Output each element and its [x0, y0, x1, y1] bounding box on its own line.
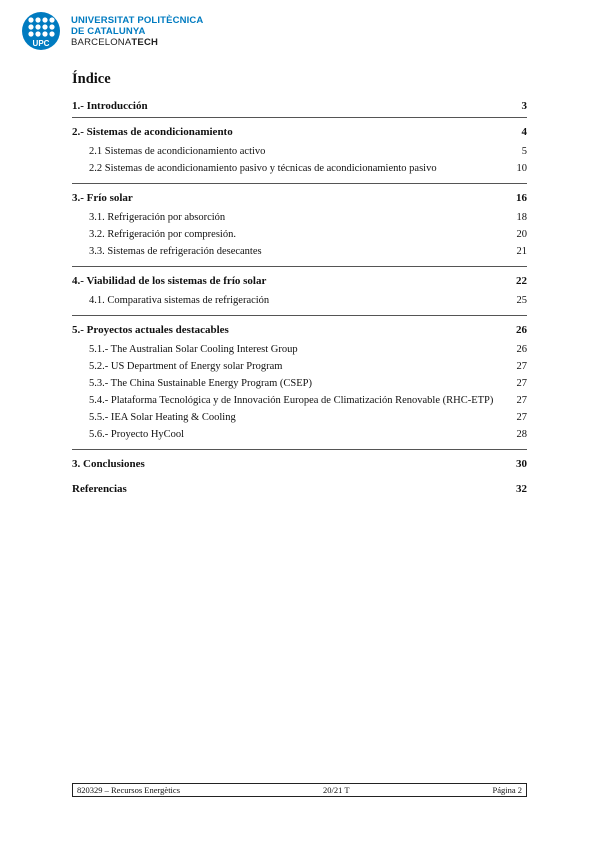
toc-subentry-page: 27	[516, 395, 527, 406]
toc-subentry-title: 3.3. Sistemas de refrigeración desecantes	[89, 246, 262, 257]
logo-line-catalunya: DE CATALUNYA	[71, 25, 146, 37]
toc-entry-page: 26	[516, 324, 527, 336]
toc-entry-title: Referencias	[72, 483, 127, 495]
toc-section	[72, 323, 527, 450]
toc-subentry-page: 20	[516, 229, 527, 240]
toc-entry[interactable]	[72, 457, 527, 471]
toc-entry[interactable]	[72, 99, 527, 113]
toc-subentry-title: 5.6.- Proyecto HyCool	[89, 429, 185, 440]
toc-entry-page: 30	[516, 458, 527, 470]
toc-entry-page: 32	[516, 483, 527, 495]
toc-entry-title: 3.- Frío solar	[72, 192, 133, 204]
toc-subentry[interactable]	[72, 377, 527, 391]
toc-subentry-page: 27	[516, 361, 527, 372]
toc-entry-page: 3	[521, 100, 527, 112]
toc-subentry[interactable]	[72, 428, 527, 442]
toc-section	[72, 99, 527, 118]
toc-subentry-title: 3.1. Refrigeración por absorción	[89, 212, 226, 223]
footer-term: 20/21 T	[322, 785, 350, 795]
toc-subentry-title: 5.5.- IEA Solar Heating & Cooling	[89, 412, 236, 423]
toc-entry-title: 1.- Introducción	[72, 100, 148, 112]
toc-entry[interactable]	[72, 125, 527, 139]
toc-subentry[interactable]	[72, 245, 527, 259]
toc-subentry-page: 25	[516, 295, 527, 306]
toc-subentry-title: 5.3.- The China Sustainable Energy Program (CSEP)	[89, 378, 313, 389]
toc-entry[interactable]	[72, 191, 527, 205]
toc-subentry-page: 26	[516, 344, 527, 355]
index-title: Índice	[72, 71, 111, 87]
toc-subentry[interactable]	[72, 294, 527, 308]
upc-logo-icon	[22, 12, 60, 50]
toc-subentry[interactable]	[72, 343, 527, 357]
toc-entry-page: 4	[521, 126, 527, 138]
footer-course: 820329 – Recursos Energètics	[77, 785, 181, 795]
toc-section	[72, 191, 527, 267]
table-of-contents	[72, 99, 527, 507]
toc-subentry-title: 5.1.- The Australian Solar Cooling Interest Group	[89, 344, 298, 355]
toc-subentry-page: 27	[516, 378, 527, 389]
logo-line-university: UNIVERSITAT POLITÈCNICA	[71, 14, 204, 26]
toc-entry-title: 4.- Viabilidad de los sistemas de frío solar	[72, 275, 267, 287]
toc-section	[72, 274, 527, 316]
upc-logo	[22, 12, 203, 50]
toc-subentry-title: 5.2.- US Department of Energy solar Program	[89, 361, 283, 372]
toc-subentry-page: 10	[516, 163, 527, 174]
logo-line3-regular: BARCELONA	[71, 36, 132, 48]
toc-subentry-page: 18	[516, 212, 527, 223]
logo-line3-bold: TECH	[131, 36, 159, 48]
toc-subentry-page: 27	[516, 412, 527, 423]
toc-subentry-title: 5.4.- Plataforma Tecnológica y de Innovación Europea de Climatización Renovable (RHC-ETP)	[89, 395, 494, 406]
toc-subentry[interactable]	[72, 411, 527, 425]
footer-page-number: Página 2	[492, 785, 522, 795]
toc-subentry[interactable]	[72, 145, 527, 159]
toc-subentry-page: 28	[516, 429, 527, 440]
logo-mark-text: UPC	[32, 39, 50, 48]
toc-subentry[interactable]	[72, 211, 527, 225]
toc-entry-page: 22	[516, 275, 527, 287]
toc-entry[interactable]	[72, 274, 527, 288]
toc-subentry[interactable]	[72, 162, 527, 176]
toc-entry-page: 16	[516, 192, 527, 204]
toc-subentry-page: 5	[521, 146, 527, 157]
toc-subentry[interactable]	[72, 228, 527, 242]
toc-section	[72, 125, 527, 184]
page-footer	[72, 783, 527, 797]
toc-subentry[interactable]	[72, 360, 527, 374]
logo-line-barcelonatech	[71, 37, 203, 48]
toc-subentry-title: 2.2 Sistemas de acondicionamiento pasivo y técnicas de acondicionamiento pasivo	[89, 163, 437, 174]
toc-entry-title: 5.- Proyectos actuales destacables	[72, 324, 229, 336]
toc-subentry-title: 3.2. Refrigeración por compresión.	[89, 229, 236, 240]
toc-subentry[interactable]	[72, 394, 527, 408]
toc-entry-title: 3. Conclusiones	[72, 458, 145, 470]
toc-subentry-title: 2.1 Sistemas de acondicionamiento activo	[89, 146, 266, 157]
toc-section	[72, 482, 527, 500]
toc-entry[interactable]	[72, 482, 527, 496]
toc-section	[72, 457, 527, 475]
toc-subentry-page: 21	[516, 246, 527, 257]
toc-subentry-title: 4.1. Comparativa sistemas de refrigeración	[89, 295, 270, 306]
toc-entry-title: 2.- Sistemas de acondicionamiento	[72, 126, 233, 138]
toc-entry[interactable]	[72, 323, 527, 337]
